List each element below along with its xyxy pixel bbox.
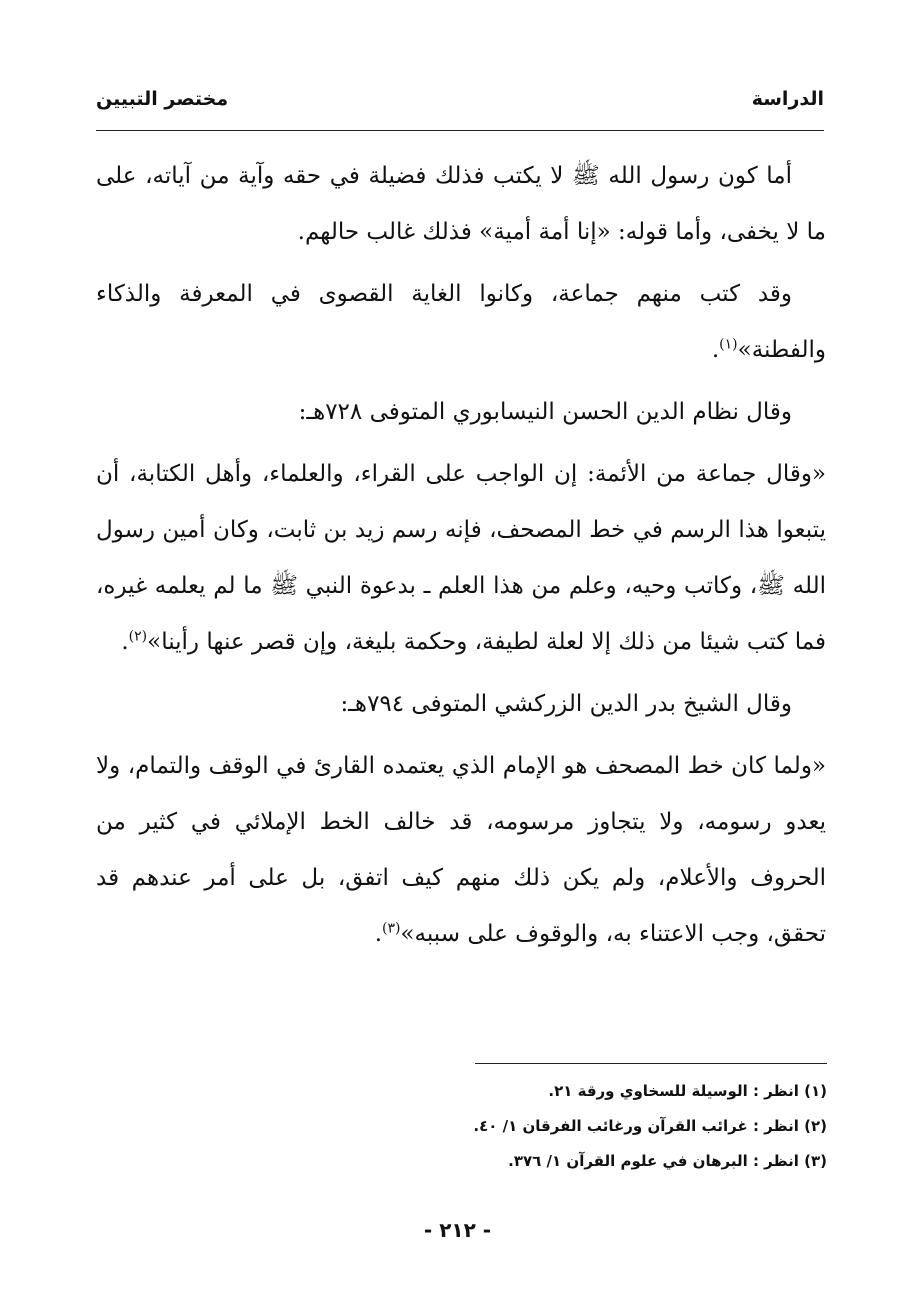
paragraph-6-period: .: [374, 921, 382, 947]
paragraph-4: [96, 446, 826, 670]
paragraph-4-period: .: [121, 629, 129, 655]
paragraph-4-text: «وقال جماعة من الأئمة: إن الواجب على القراء، والعلماء، وأهل الكتابة، أن يتبعوا هذا الرسم في خط المصحف، فإنه رسم زيد بن ثابت، وكان أمين رسول الله ﷺ، وكاتب وحيه، وعلم من هذا العلم ـ بدعوة النبي ﷺ ما لم يعلمه غيره، فما كتب شيئا من ذلك إلا لعلة لطيفة، وحكمة بليغة، وإن قصر عنها رأينا»: [96, 461, 826, 655]
paragraph-2-period: .: [711, 337, 720, 363]
chapter-title: الدراسة: [751, 88, 824, 110]
paragraph-2-text: وقد كتب منهم جماعة، وكانوا الغاية القصوى في المعرفة والذكاء والفطنة»: [96, 281, 826, 363]
footnote-ref-1: (١): [719, 336, 738, 353]
running-header: [96, 86, 824, 120]
page-number: - ٢١٢ -: [423, 1218, 492, 1242]
header-divider: [96, 130, 824, 131]
footnote-1: (١) انظر : الوسيلة للسخاوي ورقة ٢١.: [548, 1082, 827, 1100]
paragraph-2: [96, 266, 826, 378]
footnotes: [227, 1074, 827, 1179]
footnote-3: (٣) انظر : البرهان في علوم القرآن ١/ ٣٧٦.: [508, 1152, 827, 1170]
paragraph-1-text: أما كون رسول الله ﷺ لا يكتب فذلك فضيلة في حقه وآية من آياته، على ما لا يخفى، وأما قوله: «إنا أمة أمية» فذلك غالب حالهم.: [96, 163, 826, 245]
footnote-ref-3: (٣): [382, 920, 401, 937]
footnote-2: (٢) انظر : غرائب القرآن ورغائب الفرقان ١/ ٤٠.: [473, 1117, 827, 1135]
paragraph-5-text: وقال الشيخ بدر الدين الزركشي المتوفى ٧٩٤هـ:: [340, 691, 792, 717]
paragraph-5: [96, 676, 826, 732]
footnote-ref-2: (٢): [128, 628, 148, 645]
paragraph-6: [96, 738, 826, 962]
book-title: مختصر التبيين: [96, 88, 229, 110]
paragraph-3-text: وقال نظام الدين الحسن النيسابوري المتوفى ٧٢٨هـ:: [298, 399, 792, 425]
paragraph-1: [96, 148, 826, 260]
body-text: [96, 148, 826, 968]
paragraph-3: [96, 384, 826, 440]
paragraph-6-text: «ولما كان خط المصحف هو الإمام الذي يعتمده القارئ في الوقف والتمام، ولا يعدو رسومه، ولا يتجاوز مرسومه، قد خالف الخط الإملائي في كثير من الحروف والأعلام، ولم يكن ذلك منهم كيف اتفق، بل على أمر عندهم قد تحقق، وجب الاعتناء به، والوقوف على سببه»: [96, 753, 826, 947]
footnote-divider: [475, 1063, 827, 1064]
